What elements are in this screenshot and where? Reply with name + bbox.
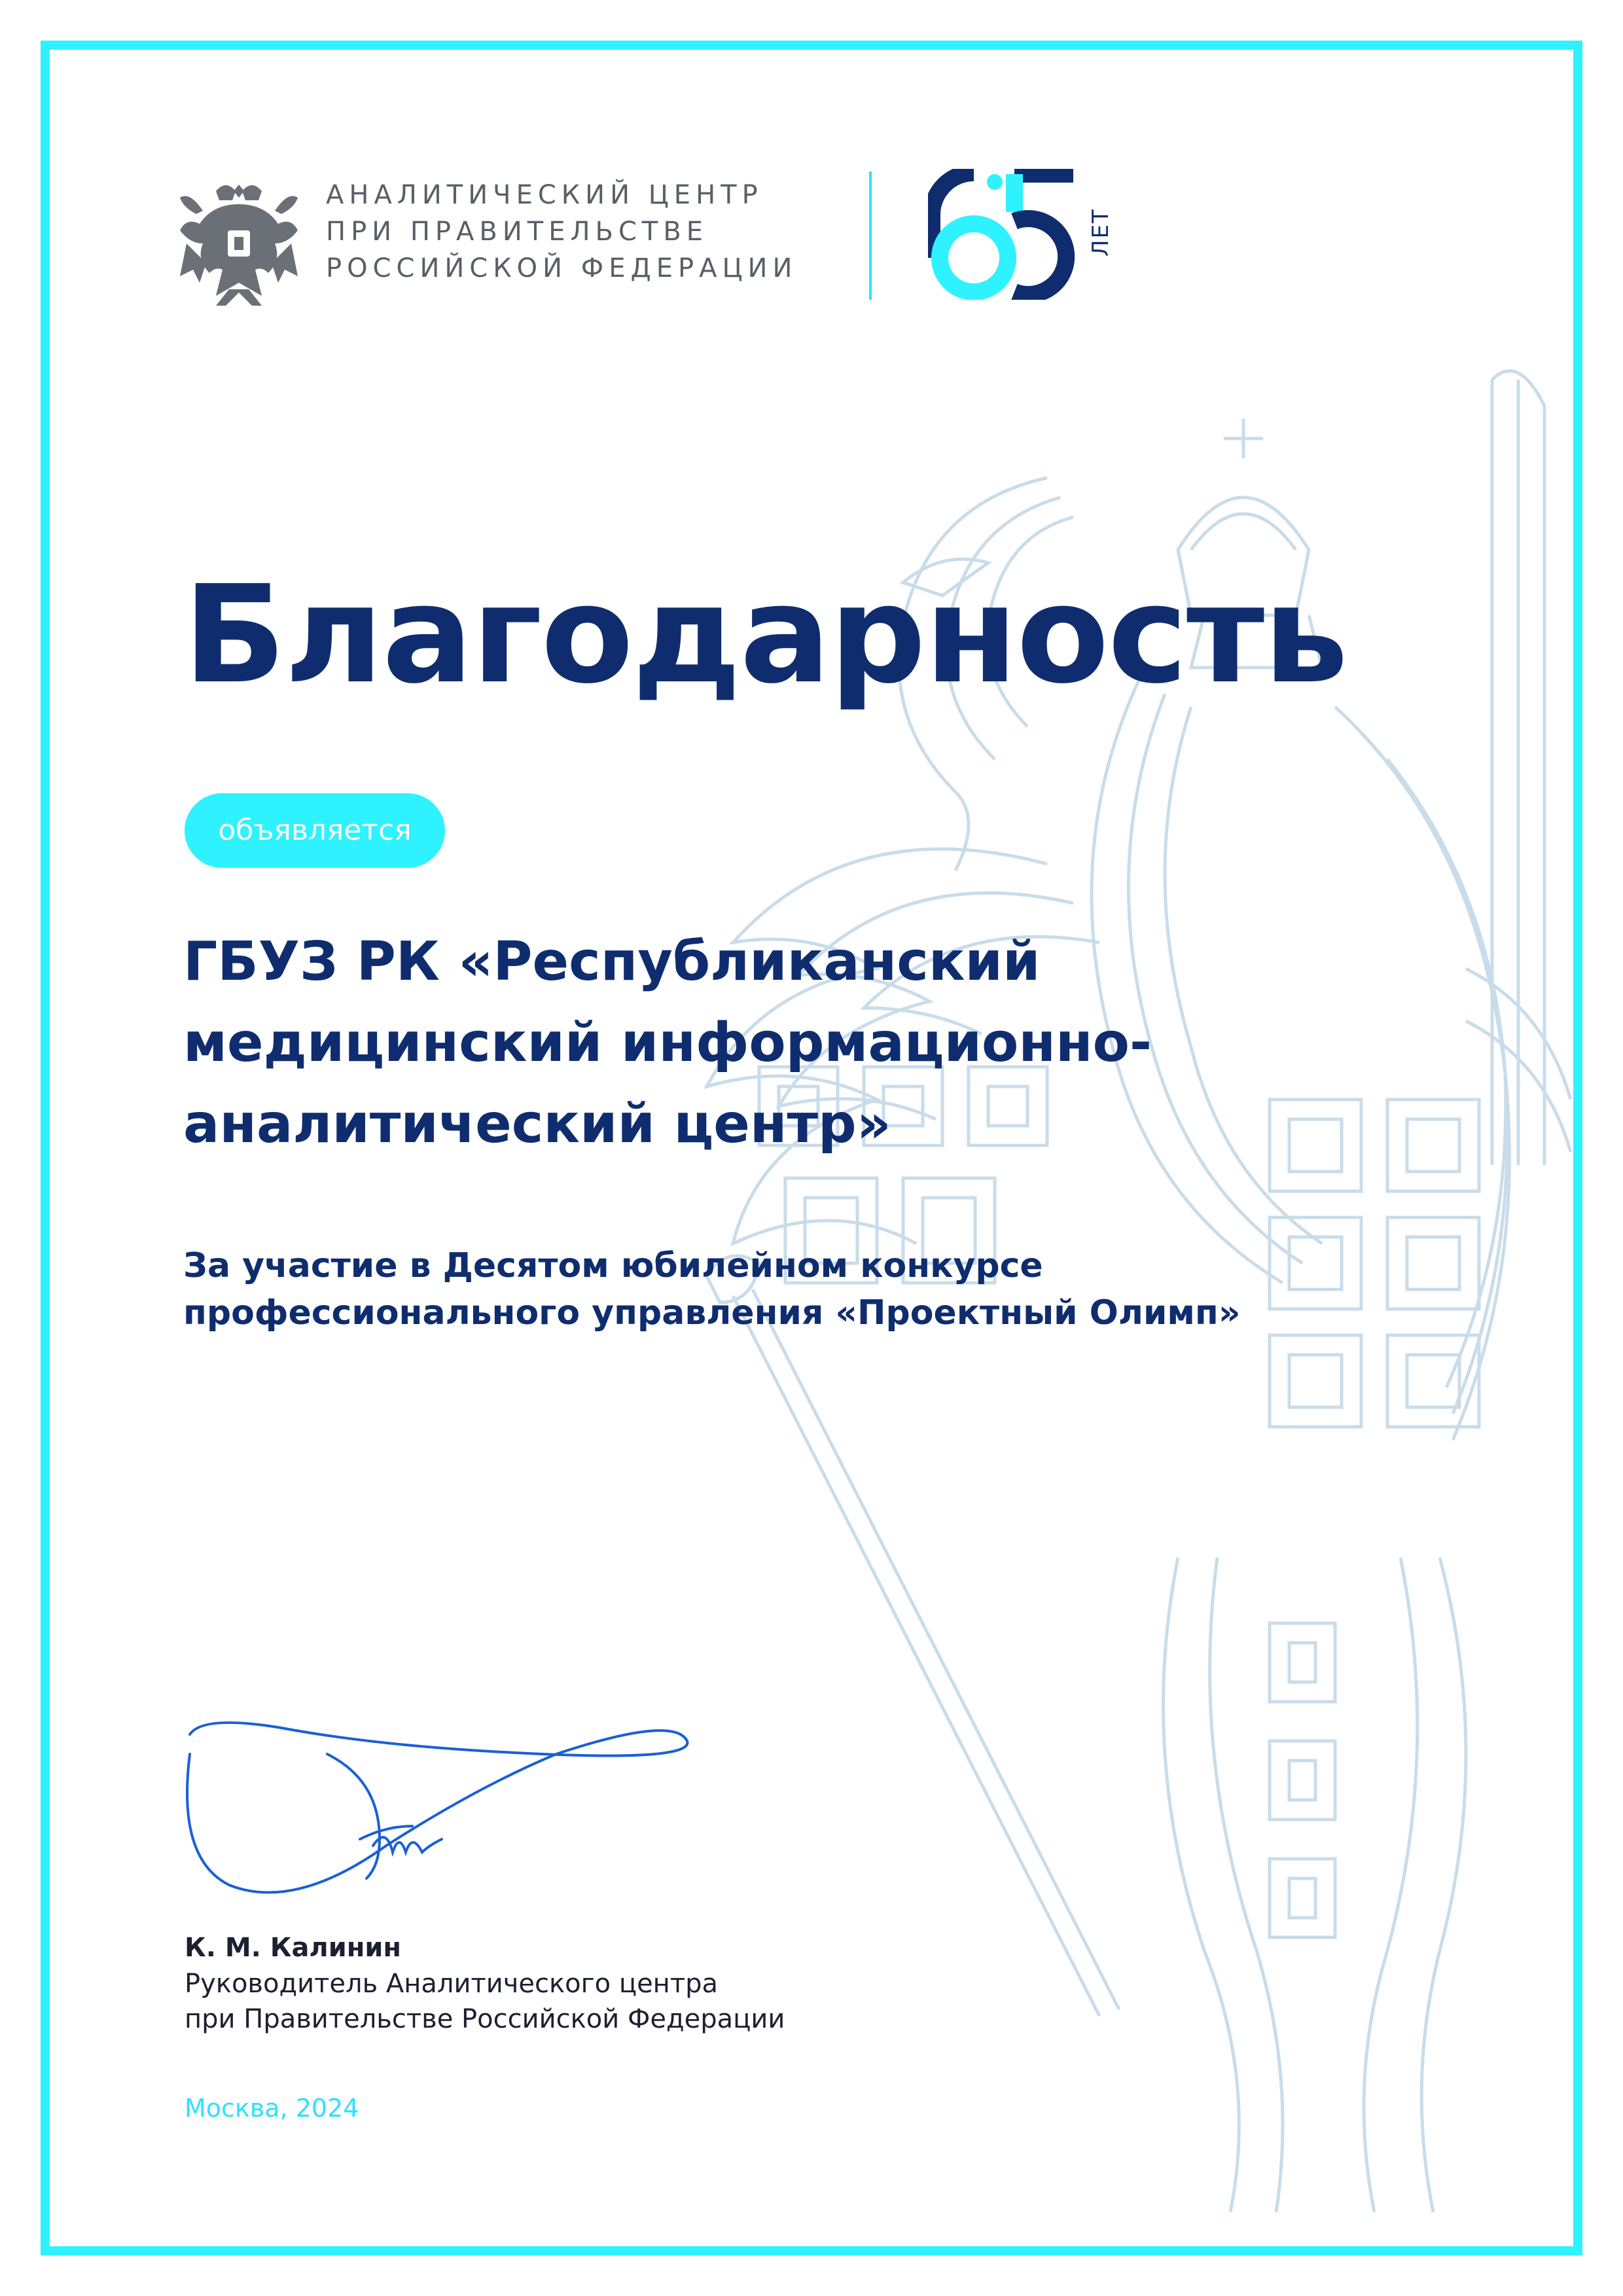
org-name-line-3: РОССИЙСКОЙ ФЕДЕРАЦИИ [326, 253, 798, 283]
signer-name: К. М. Калинин [185, 1933, 402, 1963]
65-anniversary-logo-icon [928, 169, 1092, 300]
award-reason [183, 1242, 1427, 1336]
recipient-line-3: аналитический центр» [183, 1093, 891, 1155]
announcement-badge: объявляется [185, 793, 445, 868]
recipient-name [183, 922, 1427, 1165]
recipient-line-2: медицинский информационно- [183, 1012, 1152, 1074]
signer-position-line-2: при Правительстве Российской Федерации [185, 2004, 785, 2034]
org-name-line-2: ПРИ ПРАВИТЕЛЬСТВЕ [326, 217, 709, 247]
signer-position [185, 1966, 970, 2037]
double-headed-eagle-emblem-icon [177, 171, 301, 309]
header-divider [869, 171, 872, 300]
anniversary-word: ЛЕТ [1088, 208, 1114, 257]
handwritten-signature-icon [177, 1715, 700, 1898]
organization-name [326, 177, 823, 287]
place-and-date: Москва, 2024 [185, 2094, 359, 2123]
recipient-line-1: ГБУЗ РК «Республиканский [183, 931, 1041, 993]
reason-line-1: За участие в Десятом юбилейном конкурсе [183, 1246, 1043, 1285]
signer-position-line-1: Руководитель Аналитического центра [185, 1969, 719, 1999]
reason-line-2: профессионального управления «Проектный Олимп» [183, 1293, 1241, 1333]
document-title: Благодарность [183, 556, 1347, 713]
org-name-line-1: АНАЛИТИЧЕСКИЙ ЦЕНТР [326, 180, 763, 210]
